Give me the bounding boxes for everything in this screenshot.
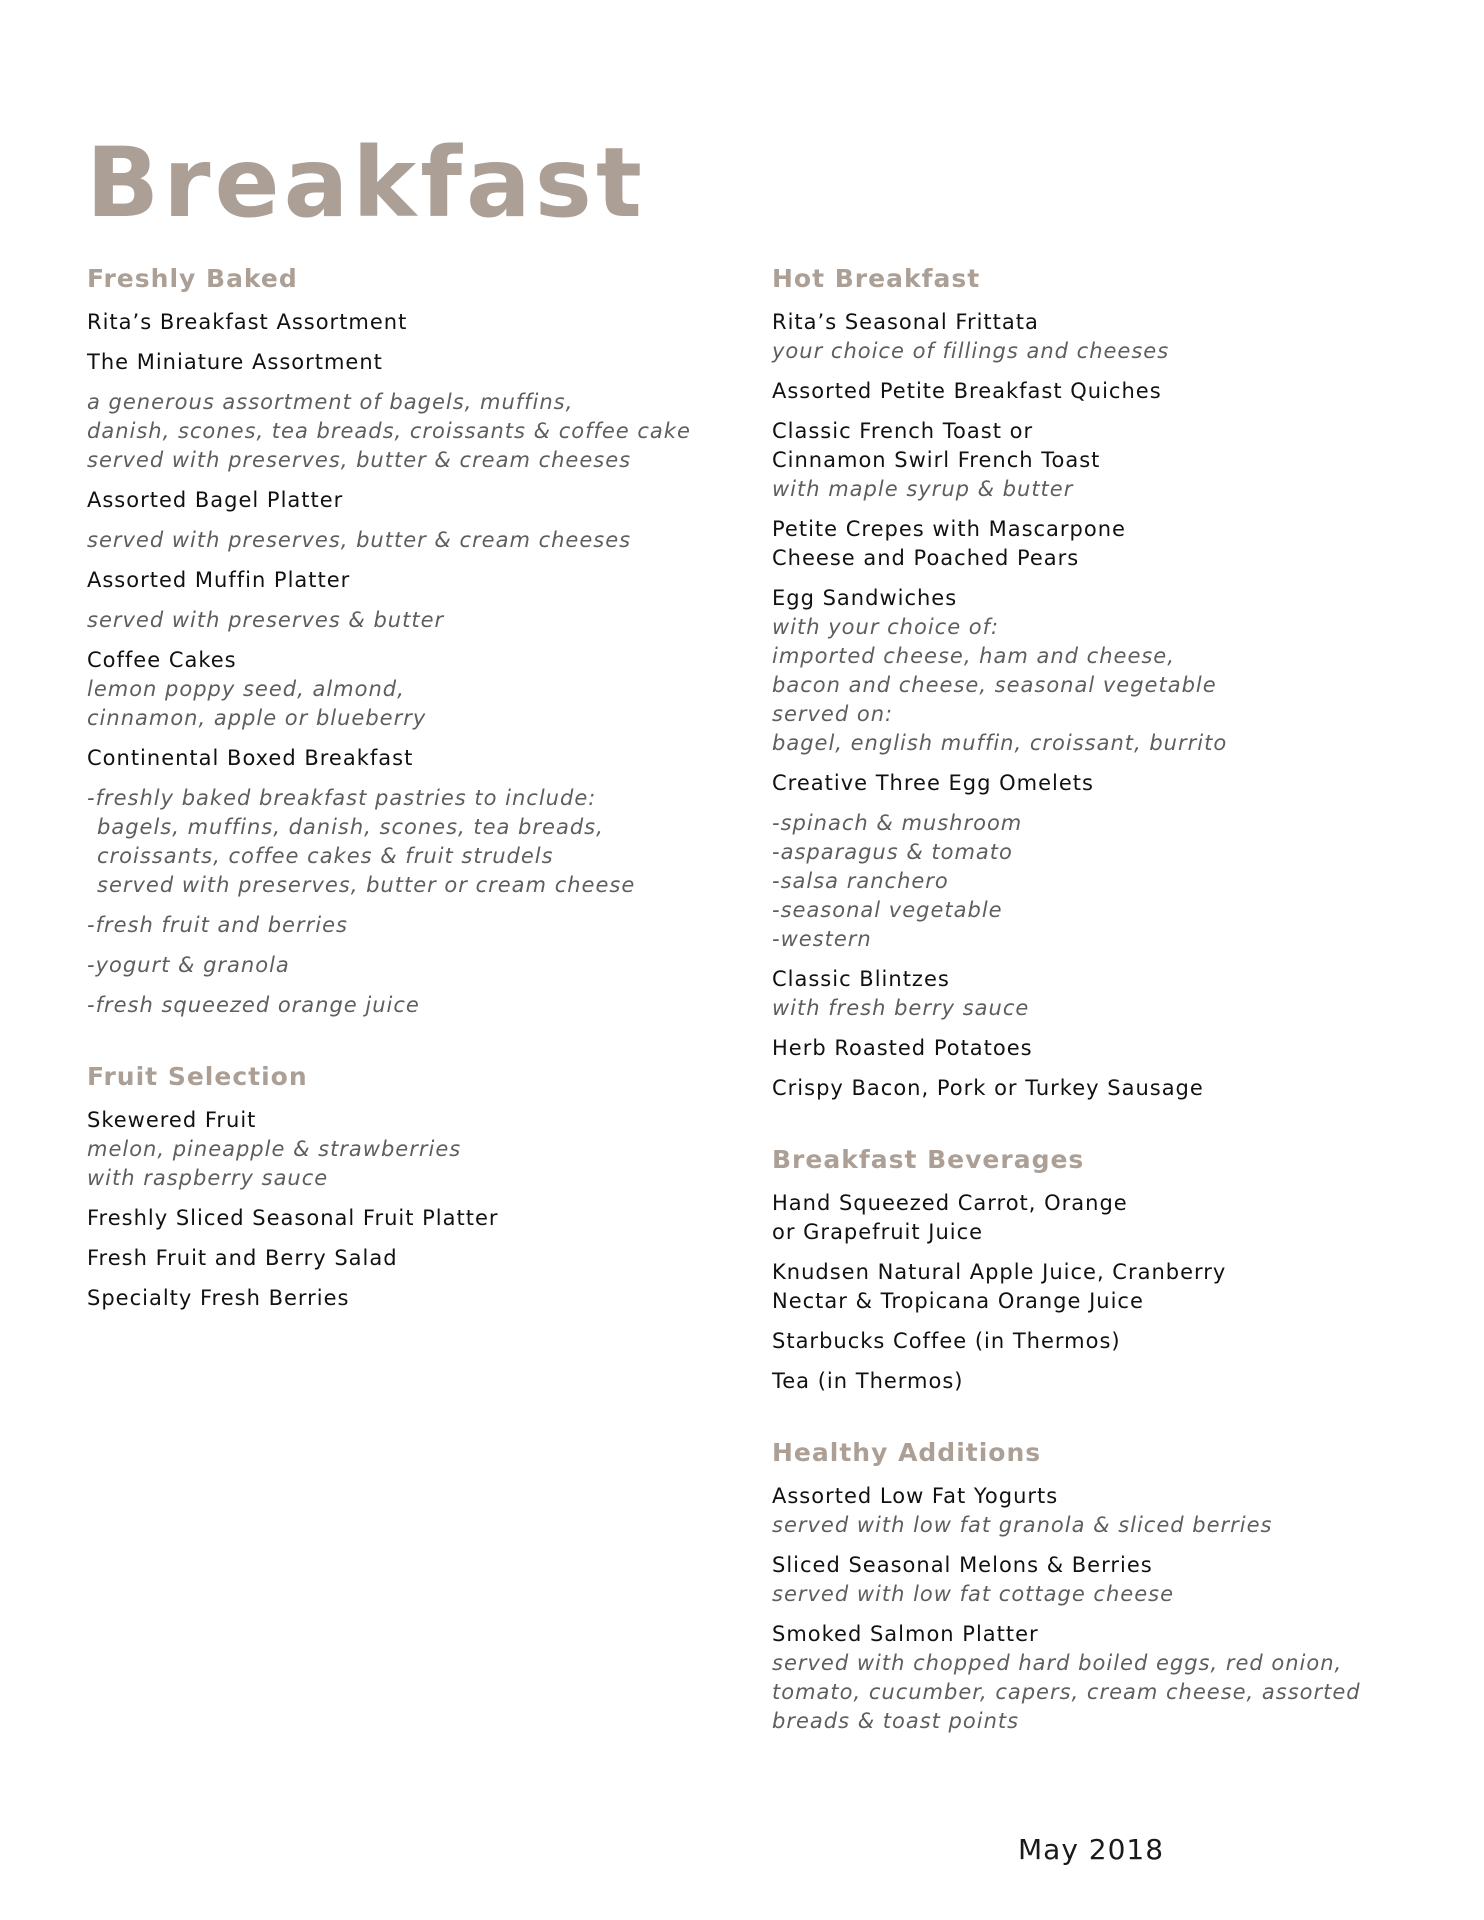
menu-item	[772, 417, 1412, 504]
menu-item	[87, 1106, 727, 1193]
item-name: Assorted Low Fat Yogurts	[772, 1484, 1059, 1508]
item-description: bacon and cheese, seasonal vegetable	[772, 673, 1217, 697]
item-description: with your choice of:	[772, 615, 1000, 639]
item-description: -seasonal vegetable	[772, 898, 1003, 922]
item-name: Freshly Sliced Seasonal Fruit Platter	[87, 1206, 499, 1230]
menu-item	[87, 566, 727, 635]
item-name: Classic Blintzes	[772, 967, 950, 991]
item-description: served on:	[772, 702, 894, 726]
menu-item	[87, 486, 727, 555]
item-description: -western	[772, 927, 872, 951]
item-description: with maple syrup & butter	[772, 477, 1074, 501]
item-description: bagel, english muffin, croissant, burrito	[772, 731, 1228, 755]
item-description: melon, pineapple & strawberries	[87, 1137, 462, 1161]
menu-item	[772, 584, 1412, 758]
item-description: served with low fat granola & sliced berries	[772, 1513, 1273, 1537]
item-description: with fresh berry sauce	[772, 996, 1030, 1020]
item-name: Continental Boxed Breakfast	[87, 746, 414, 770]
item-name: Crispy Bacon, Pork or Turkey Sausage	[772, 1076, 1204, 1100]
item-description: with raspberry sauce	[87, 1166, 329, 1190]
section-breakfast-beverages	[772, 1143, 1412, 1396]
item-name: Knudsen Natural Apple Juice, Cranberry	[772, 1260, 1227, 1284]
menu-item	[87, 646, 727, 733]
item-name: Petite Crepes with Mascarpone	[772, 517, 1126, 541]
menu-item	[772, 1327, 1412, 1356]
item-name: Cinnamon Swirl French Toast	[772, 448, 1101, 472]
menu-item	[772, 769, 1412, 954]
section-fruit-selection	[87, 1060, 727, 1313]
item-description: lemon poppy seed, almond,	[87, 677, 405, 701]
item-description: imported cheese, ham and cheese,	[772, 644, 1175, 668]
menu-item	[772, 1620, 1412, 1736]
item-name: Assorted Petite Breakfast Quiches	[772, 379, 1162, 403]
menu-item	[772, 1258, 1412, 1316]
item-description: -fresh squeezed orange juice	[87, 993, 420, 1017]
item-description: cinnamon, apple or blueberry	[87, 706, 427, 730]
menu-item	[87, 348, 727, 475]
item-name: Assorted Bagel Platter	[87, 488, 344, 512]
item-description: -fresh fruit and berries	[87, 913, 348, 937]
item-description: served with preserves, butter or cream cheese	[97, 873, 636, 897]
item-name: Smoked Salmon Platter	[772, 1622, 1039, 1646]
section-title: Freshly Baked	[87, 264, 298, 293]
menu-item	[87, 744, 727, 900]
menu-item	[772, 965, 1412, 1023]
item-name: Assorted Muffin Platter	[87, 568, 351, 592]
menu-item	[772, 1482, 1412, 1540]
page-title: Breakfast	[86, 127, 646, 239]
section-hot-breakfast	[772, 262, 1412, 1103]
item-name: Creative Three Egg Omelets	[772, 771, 1094, 795]
menu-item	[87, 308, 727, 337]
item-description: served with preserves, butter & cream cheeses	[87, 448, 632, 472]
item-name: Skewered Fruit	[87, 1108, 257, 1132]
item-name: Rita’s Breakfast Assortment	[87, 310, 408, 334]
item-description: your choice of fillings and cheeses	[772, 339, 1170, 363]
item-description: a generous assortment of bagels, muffins,	[87, 390, 574, 414]
menu-item	[772, 515, 1412, 573]
item-name: Egg Sandwiches	[772, 586, 958, 610]
item-name: Hand Squeezed Carrot, Orange	[772, 1191, 1128, 1215]
item-name: The Miniature Assortment	[87, 350, 383, 374]
menu-item	[87, 911, 727, 940]
item-name: Cheese and Poached Pears	[772, 546, 1080, 570]
item-description: -salsa ranchero	[772, 869, 949, 893]
item-description: -freshly baked breakfast pastries to include:	[87, 786, 597, 810]
menu-item	[772, 308, 1412, 366]
menu-item	[87, 1284, 727, 1313]
item-description: -asparagus & tomato	[772, 840, 1013, 864]
menu-item	[772, 1074, 1412, 1103]
item-name: Starbucks Coffee (in Thermos)	[772, 1329, 1121, 1353]
menu-item	[772, 1367, 1412, 1396]
item-name: Classic French Toast or	[772, 419, 1034, 443]
item-description: danish, scones, tea breads, croissants & coffee cake	[87, 419, 691, 443]
menu-item	[772, 1189, 1412, 1247]
section-title: Breakfast Beverages	[772, 1145, 1085, 1174]
menu-item	[87, 1204, 727, 1233]
item-name: or Grapefruit Juice	[772, 1220, 984, 1244]
section-title: Hot Breakfast	[772, 264, 981, 293]
item-name: Tea (in Thermos)	[772, 1369, 964, 1393]
item-name: Sliced Seasonal Melons & Berries	[772, 1553, 1153, 1577]
section-freshly-baked	[87, 262, 727, 1020]
right-column	[772, 262, 1412, 1776]
item-description: served with preserves & butter	[87, 608, 445, 632]
item-name: Nectar & Tropicana Orange Juice	[772, 1289, 1144, 1313]
item-description: -yogurt & granola	[87, 953, 290, 977]
section-healthy-additions	[772, 1436, 1412, 1736]
menu-item	[772, 1034, 1412, 1063]
section-title: Fruit Selection	[87, 1062, 308, 1091]
item-description: served with preserves, butter & cream cheeses	[87, 528, 632, 552]
item-description: -spinach & mushroom	[772, 811, 1023, 835]
item-description: croissants, coffee cakes & fruit strudels	[97, 844, 554, 868]
item-name: Coffee Cakes	[87, 648, 237, 672]
item-description: breads & toast points	[772, 1709, 1020, 1733]
item-description: tomato, cucumber, capers, cream cheese, assorted	[772, 1680, 1361, 1704]
item-name: Specialty Fresh Berries	[87, 1286, 350, 1310]
menu-item	[772, 1551, 1412, 1609]
item-name: Rita’s Seasonal Frittata	[772, 310, 1039, 334]
menu-date: May 2018	[1018, 1833, 1165, 1866]
item-name: Fresh Fruit and Berry Salad	[87, 1246, 398, 1270]
menu-item	[87, 951, 727, 980]
menu-item	[87, 991, 727, 1020]
item-description: served with chopped hard boiled eggs, red onion,	[772, 1651, 1343, 1675]
item-description: served with low fat cottage cheese	[772, 1582, 1174, 1606]
item-description: bagels, muffins, danish, scones, tea breads,	[97, 815, 604, 839]
left-column	[87, 262, 727, 1353]
menu-item	[772, 377, 1412, 406]
section-title: Healthy Additions	[772, 1438, 1042, 1467]
menu-item	[87, 1244, 727, 1273]
item-name: Herb Roasted Potatoes	[772, 1036, 1033, 1060]
